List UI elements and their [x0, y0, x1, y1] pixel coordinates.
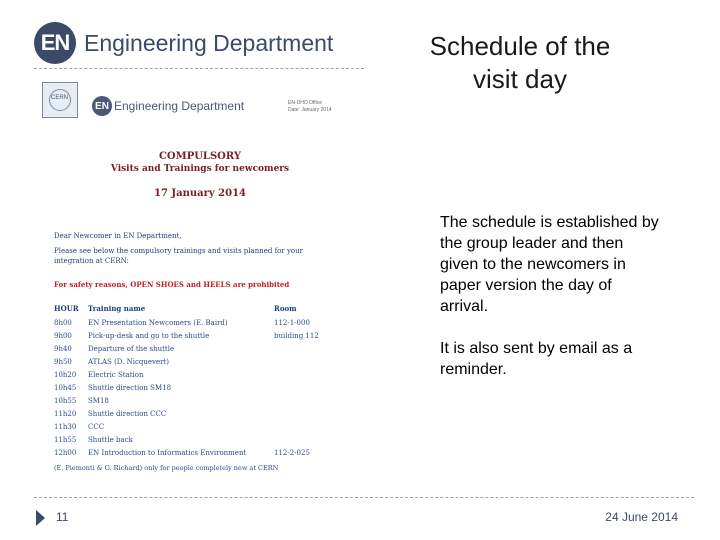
triangle-marker-icon — [36, 510, 45, 526]
schedule-table — [54, 304, 340, 459]
cell-training-name: Shuttle direction SM18 — [88, 383, 172, 392]
body-paragraph-1: The schedule is established by the group leader and then given to the newcomers in paper version the day of arrival. — [440, 214, 659, 315]
header-divider — [34, 68, 364, 69]
footer-date: 24 June 2014 — [605, 510, 678, 524]
cell-training-name: Shuttle back — [88, 435, 133, 444]
body-paragraph-2: It is also sent by email as a reminder. — [440, 340, 633, 378]
header-room: Room — [274, 304, 297, 313]
doc-meta-line2: Date: January 2014 — [288, 107, 332, 113]
table-row — [54, 355, 340, 368]
cell-room: 112-2-025 — [274, 448, 310, 457]
cell-hour: 10h20 — [54, 370, 77, 379]
cell-training-name: Shuttle direction CCC — [88, 409, 167, 418]
body-text — [440, 212, 660, 401]
slide-title — [400, 30, 640, 96]
footer-divider — [34, 497, 694, 498]
table-row — [54, 407, 340, 420]
table-header — [54, 304, 340, 316]
cell-training-name: CCC — [88, 422, 105, 431]
cell-training-name: Pick-up-desk and go to the shuttle — [88, 331, 210, 340]
cell-training-name: Electric Station — [88, 370, 144, 379]
table-row — [54, 342, 340, 355]
cell-hour: 9h00 — [54, 331, 72, 340]
cell-training-name: EN Presentation Newcomers (E. Baird) — [88, 318, 228, 327]
en-logo: EN — [34, 22, 76, 64]
cell-hour: 9h40 — [54, 344, 72, 353]
cell-hour: 10h45 — [54, 383, 77, 392]
table-row — [54, 446, 340, 459]
slide-title-line1: Schedule of the — [429, 31, 611, 61]
cell-training-name: SM18 — [88, 396, 109, 405]
header-hour: HOUR — [54, 304, 79, 313]
doc-department: Engineering Department — [114, 99, 245, 113]
doc-meta-line1: EN-DHO Office — [288, 100, 323, 106]
table-row — [54, 381, 340, 394]
cell-room: building 112 — [274, 331, 319, 340]
doc-warning: For safety reasons, OPEN SHOES and HEELS are prohibited — [54, 280, 290, 289]
cell-room: 112-1-000 — [274, 318, 310, 327]
doc-en-logo: EN — [92, 96, 112, 116]
header-training-name: Training name — [88, 304, 146, 313]
cell-training-name: Departure of the shuttle — [88, 344, 175, 353]
schedule-document-image — [40, 80, 340, 480]
table-row — [54, 420, 340, 433]
cell-hour: 8h00 — [54, 318, 72, 327]
cell-hour: 9h50 — [54, 357, 72, 366]
doc-meta — [288, 100, 332, 114]
cell-hour: 11h55 — [54, 435, 77, 444]
doc-footnote: (E. Piemonti & G. Richard) only for people completely new at CERN — [54, 464, 279, 472]
slide-title-line2: visit day — [473, 64, 567, 94]
cell-hour: 11h20 — [54, 409, 77, 418]
doc-heading: COMPULSORY — [158, 151, 242, 162]
department-title: Engineering Department — [84, 30, 334, 56]
table-row — [54, 316, 340, 329]
cern-logo-text: CERN — [51, 95, 69, 101]
table-row — [54, 329, 340, 342]
doc-intro: Please see below the compulsory trainings and visits planned for your integration at CERN: — [54, 247, 303, 265]
cern-logo — [42, 82, 78, 118]
doc-subheading: Visits and Trainings for newcomers — [110, 164, 290, 174]
table-row — [54, 433, 340, 446]
slide-number: 11 — [56, 510, 69, 524]
table-row — [54, 368, 340, 381]
cell-hour: 10h55 — [54, 396, 77, 405]
cell-hour: 12h00 — [54, 448, 77, 457]
table-row — [54, 394, 340, 407]
doc-date: 17 January 2014 — [153, 188, 247, 199]
cell-training-name: ATLAS (D. Nicquevert) — [88, 357, 170, 366]
cell-training-name: EN Introduction to Informatics Environment — [88, 448, 247, 457]
cell-hour: 11h30 — [54, 422, 77, 431]
doc-greeting: Dear Newcomer in EN Department, — [54, 232, 182, 240]
